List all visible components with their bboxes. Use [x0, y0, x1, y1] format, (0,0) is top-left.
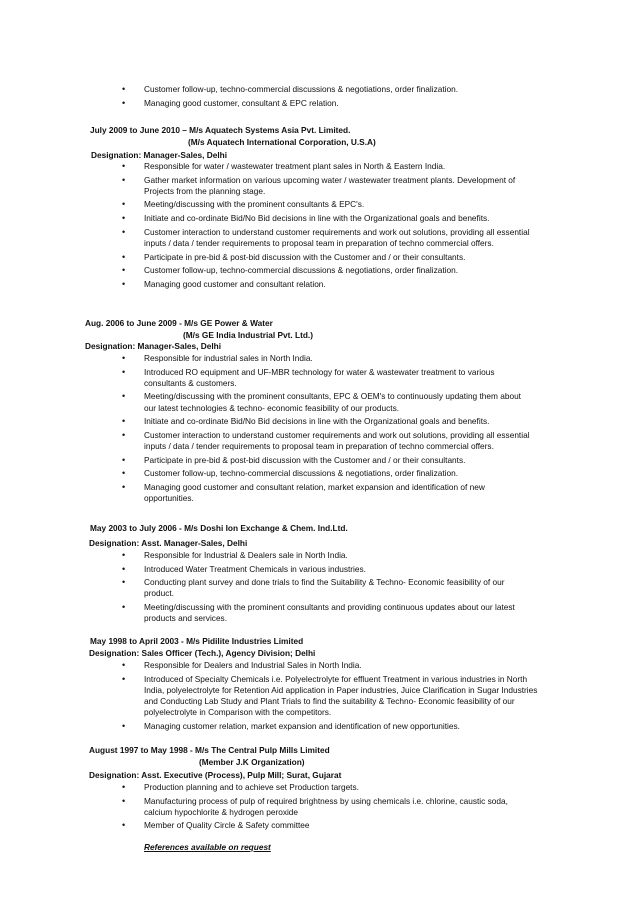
job-subheading: (M/s GE India Industrial Pvt. Ltd.) [183, 330, 313, 340]
bullet-item: • Initiate and co-ordinate Bid/No Bid decisions in line with the Organizational goals and benefits. [122, 416, 532, 427]
bullet-item: • Member of Quality Circle & Safety committee [122, 820, 532, 831]
references-note: References available on request [144, 842, 271, 852]
job-heading: August 1997 to May 1998 - M/s The Central Pulp Mills Limited [89, 745, 330, 755]
bullet-list [122, 660, 538, 732]
bullet-item: • Responsible for industrial sales in North India. [122, 353, 532, 364]
bullet-item: • Meeting/discussing with the prominent consultants & EPC's. [122, 199, 532, 210]
job-bullets [122, 550, 532, 627]
bullet-item: • Meeting/discussing with the prominent consultants and providing continuous updates about our latest products and services. [122, 602, 532, 625]
bullet-item: • Customer interaction to understand customer requirements and work out solutions, providing all essential inputs / data / tender requirements to proposal team in preparation of techno commercial offers. [122, 430, 532, 453]
bullet-item: • Gather market information on various upcoming water / wastewater treatment plants. Development of Projects from the planning stage. [122, 175, 532, 198]
bullet-item: • Customer follow-up, techno-commercial discussions & negotiations, order finalization. [122, 265, 532, 276]
bullet-item: • Participate in pre-bid & post-bid discussion with the Customer and / or their consultants. [122, 455, 532, 466]
job-heading: July 2009 to June 2010 – M/s Aquatech Systems Asia Pvt. Limited. [90, 125, 351, 135]
bullet-list [122, 84, 522, 109]
job-bullets [122, 660, 538, 735]
job-designation: Designation: Asst. Executive (Process), Pulp Mill; Surat, Gujarat [89, 770, 342, 780]
bullet-list [122, 161, 532, 290]
bullet-item: • Meeting/discussing with the prominent consultants, EPC & OEM's to continuously updating them about our latest technologies & techno- economic feasibility of our products. [122, 391, 532, 414]
bullet-item: • Managing good customer, consultant & EPC relation. [122, 98, 522, 109]
job-bullets [122, 161, 532, 292]
job-designation: Designation: Manager-Sales, Delhi [85, 341, 222, 351]
job-designation: Designation: Asst. Manager-Sales, Delhi [89, 538, 248, 548]
bullet-item: • Participate in pre-bid & post-bid discussion with the Customer and / or their consultants. [122, 252, 532, 263]
bullet-item: • Introduced of Specialty Chemicals i.e. Polyelectrolyte for effluent Treatment in various industries in North India, polyelectrolyte for Retention Aid application in Paper industries, Juice Clarification in Sugar Industries and Conducting Lab Study and Plant Trials to find the suitability & Techno- Economic feasibility of our polyelectrolyte in Comparison with the competitors. [122, 674, 538, 719]
bullet-item: • Initiate and co-ordinate Bid/No Bid decisions in line with the Organizational goals and benefits. [122, 213, 532, 224]
job-subheading: (Member J.K Organization) [199, 757, 305, 767]
job-heading: May 2003 to July 2006 - M/s Doshi Ion Exchange & Chem. Ind.Ltd. [90, 523, 348, 533]
bullet-item: • Introduced RO equipment and UF-MBR technology for water & wastewater treatment to various consultants & customers. [122, 367, 532, 390]
job-subheading: (M/s Aquatech International Corporation, U.S.A) [188, 137, 376, 147]
intro-bullets [122, 84, 522, 111]
bullet-item: • Managing customer relation, market expansion and identification of new opportunities. [122, 721, 538, 732]
bullet-item: • Managing good customer and consultant relation. [122, 279, 532, 290]
bullet-item: • Responsible for water / wastewater treatment plant sales in North & Eastern India. [122, 161, 532, 172]
bullet-item: • Customer follow-up, techno-commercial discussions & negotiations, order finalization. [122, 84, 522, 95]
bullet-item: • Managing good customer and consultant relation, market expansion and identification of new opportunities. [122, 482, 532, 505]
bullet-item: • Responsible for Dealers and Industrial Sales in North India. [122, 660, 538, 671]
bullet-item: • Introduced Water Treatment Chemicals in various industries. [122, 564, 532, 575]
bullet-item: • Conducting plant survey and done trials to find the Suitability & Techno- Economic feasibility of our product. [122, 577, 532, 600]
bullet-item: • Production planning and to achieve set Production targets. [122, 782, 532, 793]
job-bullets [122, 353, 532, 507]
job-bullets [122, 782, 532, 834]
bullet-item: • Customer interaction to understand customer requirements and work out solutions, providing all essential inputs / data / tender requirements to proposal team in preparation of techno commercial offers. [122, 227, 532, 250]
job-designation: Designation: Sales Officer (Tech.), Agency Division; Delhi [89, 648, 316, 658]
job-heading: May 1998 to April 2003 - M/s Pidilite Industries Limited [90, 636, 304, 646]
bullet-list [122, 353, 532, 505]
bullet-list [122, 550, 532, 625]
bullet-item: • Customer follow-up, techno-commercial discussions & negotiations, order finalization. [122, 468, 532, 479]
bullet-list [122, 782, 532, 832]
job-designation: Designation: Manager-Sales, Delhi [91, 150, 228, 160]
bullet-item: • Manufacturing process of pulp of required brightness by using chemicals i.e. chlorine, caustic soda, calcium hypochlorite & hydrogen peroxide [122, 796, 532, 819]
bullet-item: • Responsible for Industrial & Dealers sale in North India. [122, 550, 532, 561]
job-heading: Aug. 2006 to June 2009 - M/s GE Power & Water [85, 318, 273, 328]
